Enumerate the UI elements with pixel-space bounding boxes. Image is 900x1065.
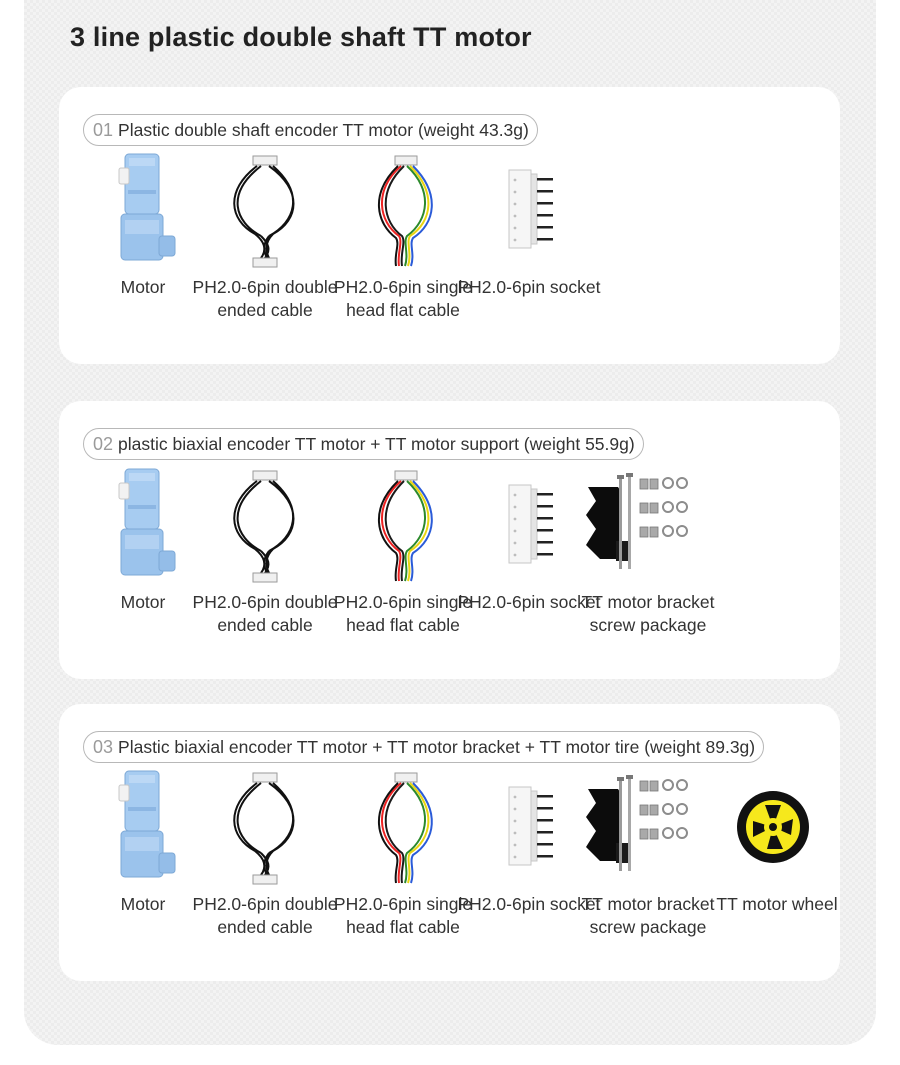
item-label: PH2.0-6pin double ended cable: [192, 894, 338, 937]
item-label: PH2.0-6pin single head flat cable: [333, 592, 473, 635]
item-label: PH2.0-6pin double ended cable: [192, 277, 338, 320]
item-label: PH2.0-6pin socket: [457, 894, 601, 914]
item-label: PH2.0-6pin socket: [457, 277, 601, 297]
package-number: 01: [93, 120, 114, 140]
single-head-cable-icon: [333, 465, 473, 590]
item-label: PH2.0-6pin socket: [457, 592, 601, 612]
package-number: 03: [93, 737, 114, 757]
single-head-cable-icon: [333, 767, 473, 892]
double-ended-cable-icon: [195, 767, 335, 892]
package-items-01: [59, 150, 819, 360]
bracket-screw-icon: [578, 465, 718, 590]
package-number: 02: [93, 434, 114, 454]
package-title-text: Plastic double shaft encoder TT motor (weight 43.3g): [118, 120, 529, 140]
double-ended-cable-icon: [195, 465, 335, 590]
motor-icon: [73, 150, 213, 275]
bracket-screw-icon: [578, 767, 718, 892]
item-label: PH2.0-6pin single head flat cable: [333, 894, 473, 937]
item-label: TT motor bracket screw package: [581, 894, 715, 937]
package-title-text: plastic biaxial encoder TT motor + TT motor support (weight 55.9g): [118, 434, 635, 454]
wheel-icon: [707, 767, 847, 892]
item-label: TT motor bracket screw package: [581, 592, 715, 635]
motor-icon: [73, 465, 213, 590]
item-label: Motor: [120, 592, 166, 612]
single-head-cable-icon: [333, 150, 473, 275]
page-title: 3 line plastic double shaft TT motor: [70, 22, 532, 52]
package-title: [83, 428, 644, 460]
item-label: TT motor wheel: [716, 894, 838, 914]
package-title-text: Plastic biaxial encoder TT motor + TT motor bracket + TT motor tire (weight 89.3g): [118, 737, 756, 757]
item-label: Motor: [120, 277, 166, 297]
package-title: [83, 731, 764, 763]
item-label: Motor: [120, 894, 166, 914]
package-title: [83, 114, 538, 146]
socket-icon: [459, 150, 599, 275]
motor-icon: [73, 767, 213, 892]
double-ended-cable-icon: [195, 150, 335, 275]
package-items-03: [59, 767, 838, 977]
item-label: PH2.0-6pin single head flat cable: [333, 277, 473, 320]
item-label: PH2.0-6pin double ended cable: [192, 592, 338, 635]
package-items-02: [59, 465, 819, 675]
